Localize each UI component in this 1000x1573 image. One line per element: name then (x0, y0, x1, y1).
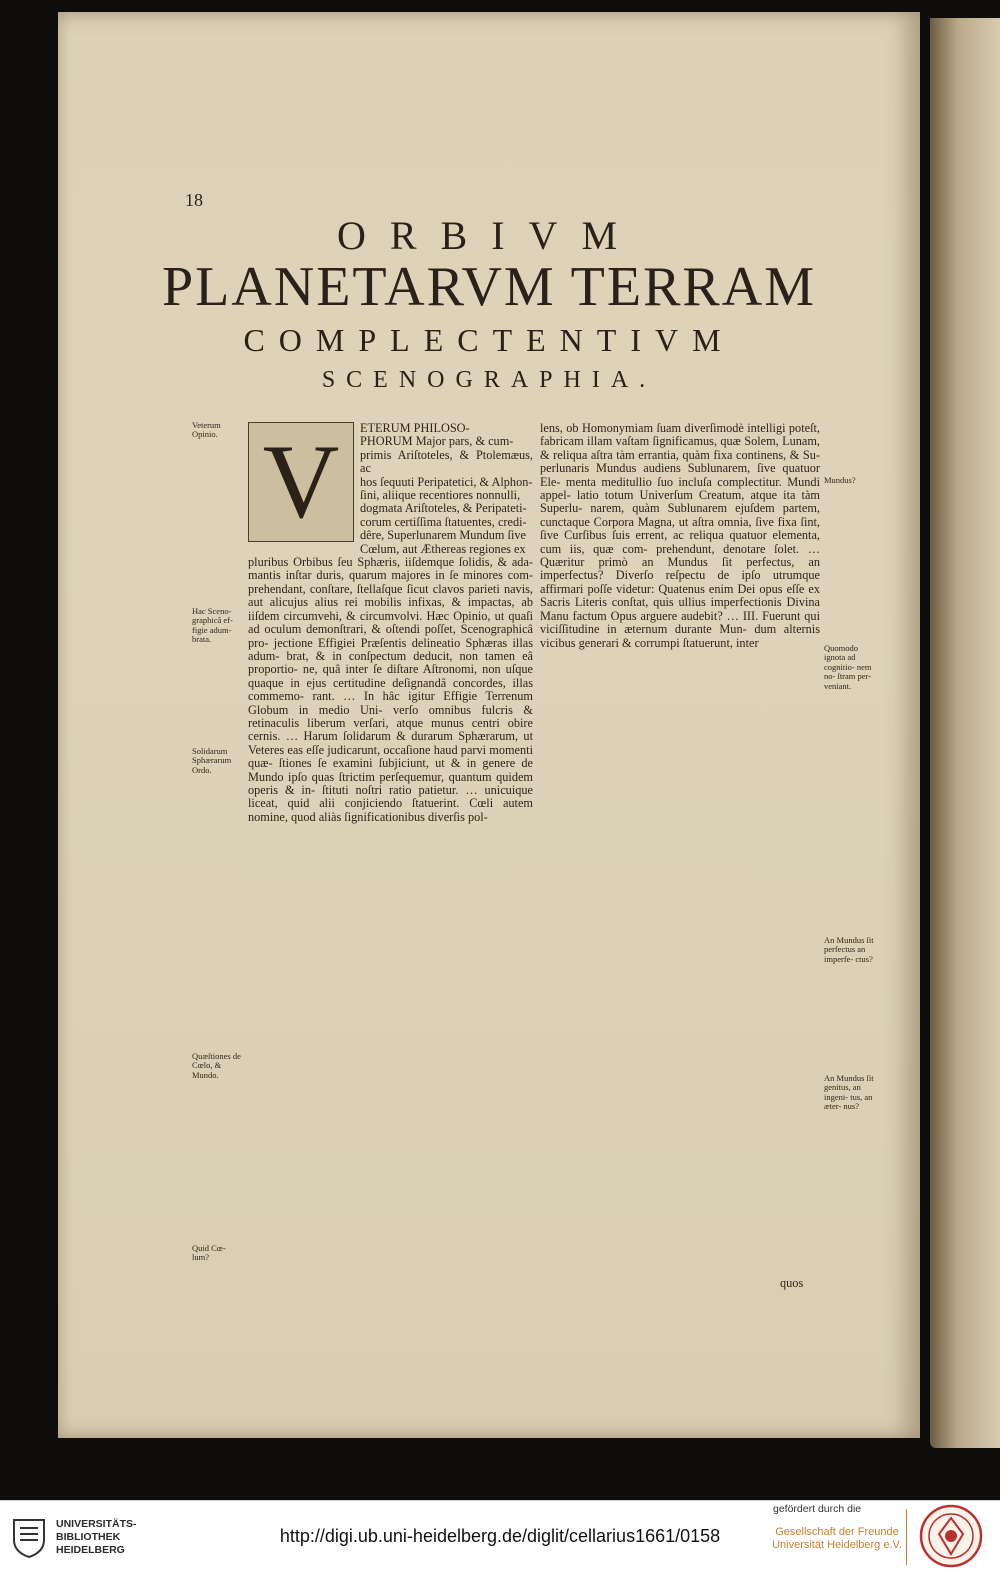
society-seal-icon (919, 1504, 983, 1568)
margin-note: Mundus? (824, 475, 856, 485)
title-line-4: SCENOGRAPHIA. (321, 367, 657, 393)
title-line-2: PLANETARVM TERRAM (161, 256, 817, 318)
text-line: ETERUM PHILOSO- (360, 422, 470, 435)
margin-note: An Mundus ſit genitus, an ingeni- tus, an æter- nus? (824, 1073, 874, 1112)
margin-note: Solidarum Sphærarum Ordo. (192, 746, 232, 775)
left-column-body: pluribus Orbibus ſeu Sphæris, iiſdemque ſolidis, & ada- mantis inſtar duris, quarum majores in ſe minores com- prehendant, conſtare, ſtellaſque ſicut clavos parieti navis, aut alicujus alius rei mobilis infixas, & impactas, ab iiſdem circumvehi, & circumvolvi. Hæc Opinio, ut quaſi ad oculum demonſtrari, & oſtendi poſſet, Scenographicâ pro- jectione Effigiei Præſentis delineatio Sphæras illas adum- brat, & in conſpectum deducit, non tamen eâ proportio- ne, quâ inter ſe diſtare Aſtronomi, non uſque quaque in ejus certitudine deſignandâ concordes, illas commemo- rant. … In hâc igitur Effigie Terrenum Globum in medio Uni- verſo omnibus fulcris & retinaculis liberum verſari, atque munus centri obire cernis. … Harum ſolidarum & durarum Sphærarum, ut Veteres eas eſſe judicarunt, occaſione haud parvi momenti quæ- ſtiones ſe examini ſubjiciunt, ut & in genere de Mundo ipſo quas ſtrictim perſequemur, quantum quidem operis & in- ſtituti noſtri ratio patietur. … unicuique liceat, quid alii conjiciendo ſtatuerint. Cœli autem nomine, quod aliàs ſignificationibus diverſis pol- (248, 555, 533, 824)
book-page (58, 12, 920, 1438)
margin-note: Quid Cœ- lum? (192, 1243, 226, 1263)
margin-note: An Mundus ſit perfectus an imperfe- ctus? (824, 935, 874, 964)
initial-letter: V (262, 423, 340, 540)
sponsor-name-line: Universität Heidelberg e.V. (772, 1539, 902, 1551)
text-column-right (540, 422, 820, 1274)
sponsor-name (772, 1526, 902, 1552)
catchword: quos (780, 1276, 804, 1290)
decorated-initial (248, 422, 354, 542)
text-line: hos ſequuti Peripatetici, & Alphon- (360, 474, 533, 489)
margin-note: Quæſtiones de Cœlo, & Mundo. (192, 1051, 241, 1080)
library-name-line: BIBLIOTHEK (56, 1531, 121, 1543)
library-name-line: HEIDELBERG (56, 1544, 125, 1556)
sponsor-name-line: Gesellschaft der Freunde (775, 1526, 899, 1538)
footer-divider (906, 1509, 907, 1565)
text-line: dêre, Superlunarem Mundum ſive (360, 528, 526, 543)
facing-page-edge (930, 18, 1000, 1448)
page-number: 18 (185, 190, 203, 210)
library-name-line: UNIVERSITÄTS- (56, 1518, 137, 1530)
text-line: corum certiſſima ſtatuentes, credi- (360, 514, 527, 529)
text-line: dogmata Ariſtoteles, & Peripateti- (360, 501, 527, 516)
text-line: Cœlum, aut Æthereas regiones ex (360, 541, 526, 556)
margin-note: Quomodo ignota ad cognitio- nem no- ſtram per- veniant. (824, 643, 872, 691)
permalink-url[interactable]: http://digi.ub.uni-heidelberg.de/diglit/cellarius1661/0158 (279, 1526, 721, 1546)
text-line: ſini, aliique recentiores nonnulli, (360, 488, 521, 503)
sponsor-label: gefördert durch die (773, 1503, 862, 1515)
text-line: primis Ariſtoteles, & Ptolemæus, ac (360, 447, 533, 476)
title-line-3: COMPLECTENTIVM (243, 322, 735, 358)
viewer-footer (0, 1500, 1000, 1573)
text-column-left (248, 422, 533, 1270)
margin-note: Hac Sceno- graphicâ ef- figie adum- brata. (192, 606, 233, 645)
text-line: PHORUM Major pars, & cum- (360, 434, 514, 449)
margin-note: Veterum Opinio. (192, 420, 221, 440)
title-line-1: ORBIVM (336, 213, 642, 258)
right-column-body: lens, ob Homonymiam ſuam diverſimodè intelligi poteſt, fabricam illam vaſtam ſignificamus, quæ Solem, Lunam, & reliqua aſtra tàm errantia, quàm fixa continens, & Su- perlunaris Mundus audiens Sublunarem, ſive quatuor Ele- menta meditullio ſuo incluſa complectitur. Mundi appel- latio totum Univerſum Creatum, atque ita tàm Superlu- narem, quàm Sublunarem ejuſdem partem, cunctaque Corpora Magna, ut aſtra omnia, ſive fixa ſint, ſive Curſibus ſuis errent, ac reliqua quatuor elementa, cum iis, quæ com- prehendunt, denotare ſolet. … Quæritur primò an Mundus ſit perfectus, an imperfectus? Diverſo reſpectu de ipſo utrumque affirmari poſſe videtur: Quatenus enim Dei opus eſſe ex Sacris Literis conſtat, quis ullius imperfectionis Divina Manu factum Opus arguere audebit? … III. Fuerunt qui viciſſitudine in æternum durante Mun- dum alternis vicibus generari & corrumpi ſtatuerunt, inter (540, 422, 820, 650)
